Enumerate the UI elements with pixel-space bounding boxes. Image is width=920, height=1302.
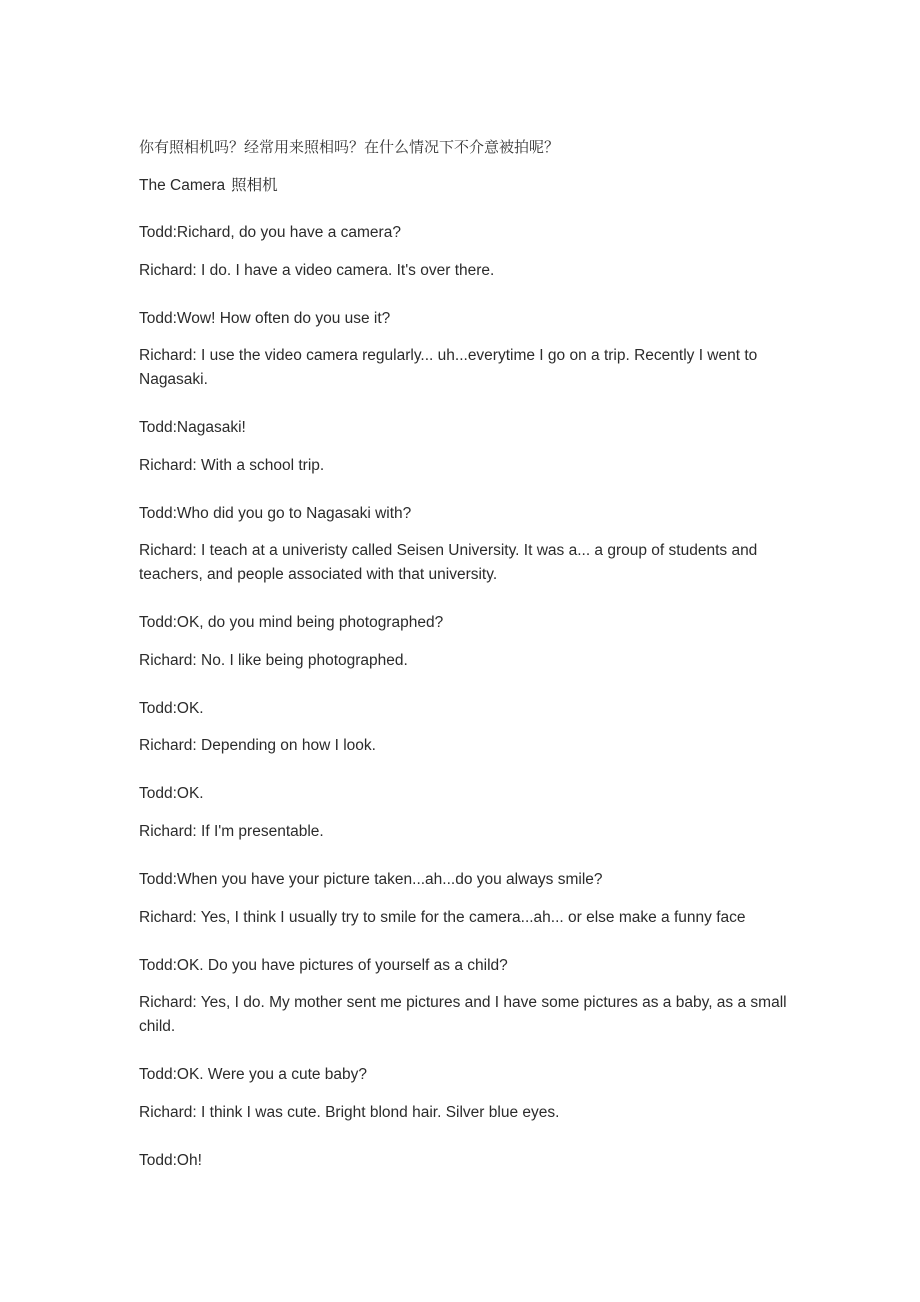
dialogue-line: Richard: With a school trip. <box>139 457 325 474</box>
dialogue-line: Todd:OK. <box>139 785 204 802</box>
dialogue-line: Todd:Nagasaki! <box>139 419 246 436</box>
title-english: The Camera <box>139 177 226 194</box>
intro-question: 你有照相机吗？经常用来照相吗？在什么情况下不介意被拍呢？ <box>139 138 560 156</box>
dialogue-line: Richard: I think I was cute. Bright blond hair. Silver blue eyes. <box>139 1104 560 1121</box>
dialogue-line: Todd:Who did you go to Nagasaki with? <box>139 505 412 522</box>
dialogue-line: Todd:Richard, do you have a camera? <box>139 224 401 241</box>
dialogue-line: Todd:OK. Do you have pictures of yourself as a child? <box>139 957 508 974</box>
dialogue-line: Richard: Depending on how I look. <box>139 737 376 754</box>
dialogue-line: Richard: I teach at a univeristy called Seisen University. It was a... a group of students and teachers, and people associated with that university. <box>139 542 758 583</box>
document-title <box>139 173 789 198</box>
dialogue-line: Todd:OK, do you mind being photographed? <box>139 614 444 631</box>
dialogue-line: Richard: I do. I have a video camera. It's over there. <box>139 262 495 279</box>
title-chinese: 照相机 <box>231 176 278 194</box>
dialogue-line: Richard: Yes, I do. My mother sent me pictures and I have some pictures as a baby, as a small child. <box>139 994 787 1035</box>
dialogue-line: Todd:When you have your picture taken...ah...do you always smile? <box>139 871 603 888</box>
dialogue-line: Richard: No. I like being photographed. <box>139 652 408 669</box>
dialogue-line: Todd:OK. Were you a cute baby? <box>139 1066 368 1083</box>
dialogue-line: Todd:Wow! How often do you use it? <box>139 310 391 327</box>
dialogue-line: Richard: If I'm presentable. <box>139 823 324 840</box>
dialogue-line: Todd:Oh! <box>139 1152 202 1169</box>
dialogue-line: Richard: I use the video camera regularly... uh...everytime I go on a trip. Recently I went to Nagasaki. <box>139 347 758 388</box>
dialogue-line: Richard: Yes, I think I usually try to smile for the camera...ah... or else make a funny face <box>139 909 746 926</box>
dialogue-line: Todd:OK. <box>139 700 204 717</box>
